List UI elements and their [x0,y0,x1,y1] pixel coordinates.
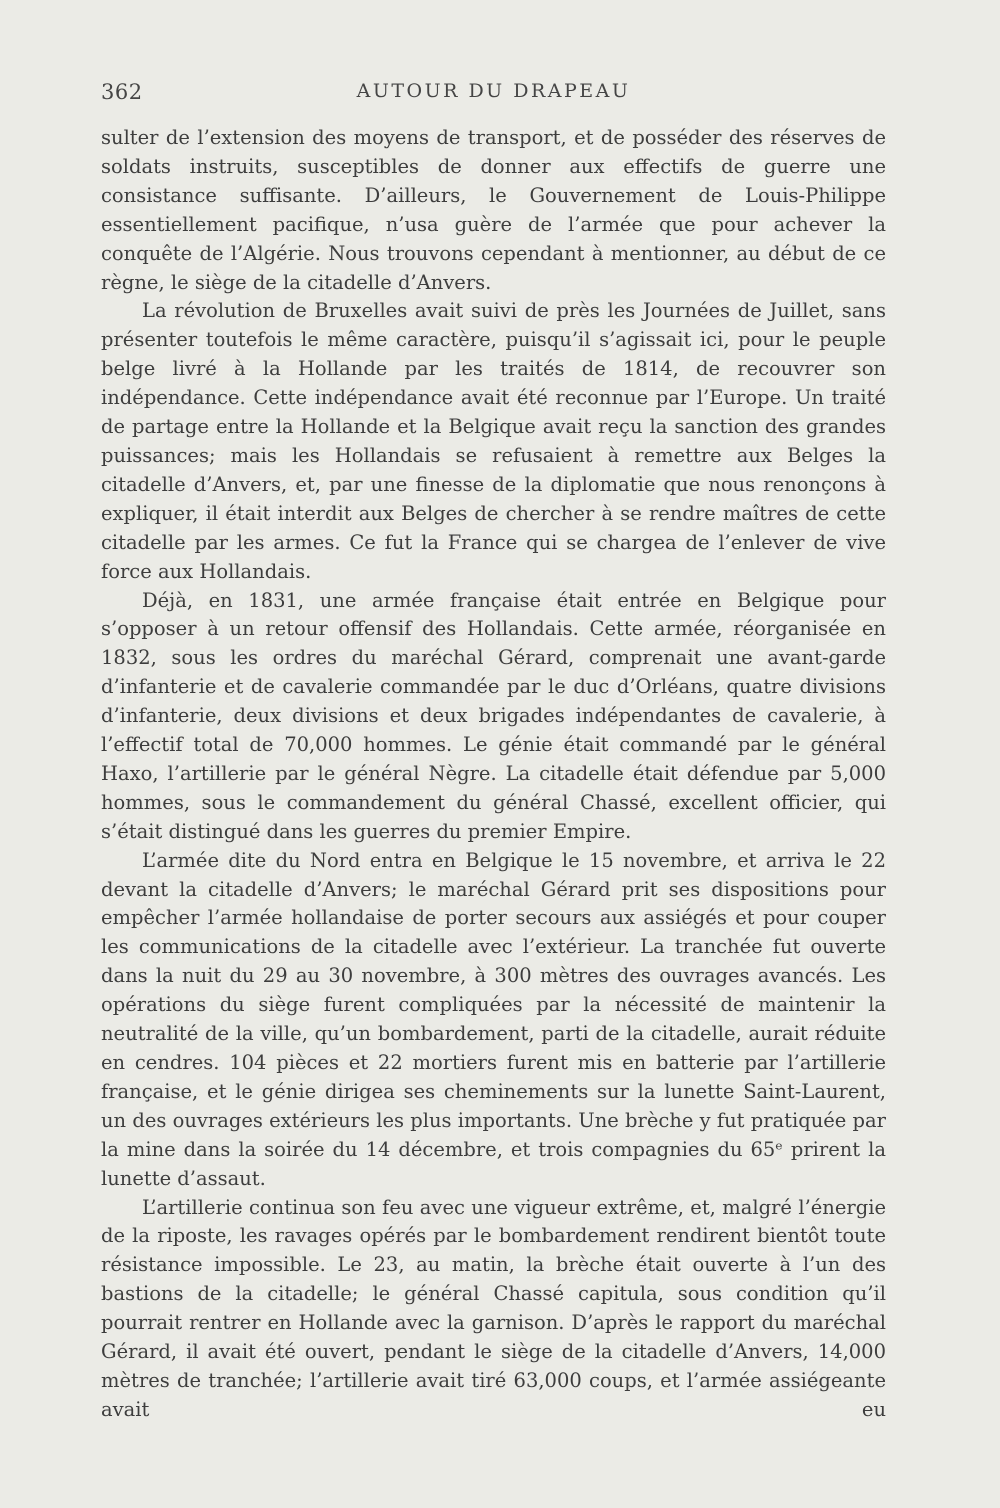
page-number: 362 [101,80,143,104]
body-text [101,124,886,1425]
running-title: AUTOUR DU DRAPEAU [356,80,631,102]
paragraph-4: L’armée dite du Nord entra en Belgique le 15 novembre, et arriva le 22 devant la citadelle d’Anvers; le maréchal Gérard prit ses dispositions pour empêcher l’armée hollandaise de porter secours aux assiégés et pour couper les communications de la citadelle avec l’extérieur. La tranchée fut ouverte dans la nuit du 29 au 30 novembre, à 300 mètres des ouvrages avancés. Les opérations du siège furent compliquées par la nécessité de maintenir la neutralité de la ville, qu’un bombardement, parti de la citadelle, aurait réduite en cendres. 104 pièces et 22 mortiers furent mis en batterie par l’artillerie française, et le génie dirigea ses cheminements sur la lunette Saint-Laurent, un des ouvrages extérieurs les plus importants. Une brèche y fut pratiquée par la mine dans la soirée du 14 décembre, et trois compagnies du 65ᵉ prirent la lunette d’assaut. [101,848,886,1190]
page-header [101,80,886,110]
paragraph-1: sulter de l’extension des moyens de transport, et de posséder des réserves de soldats instruits, susceptibles de donner aux effectifs de guerre une consistance suffisante. D’ailleurs, le Gouvernement de Louis-Philippe essentiellement pacifique, n’usa guère de l’armée que pour achever la conquête de l’Algérie. Nous trouvons cependant à mentionner, au début de ce règne, le siège de la citadelle d’Anvers. [101,126,886,294]
paragraph-3: Déjà, en 1831, une armée française était entrée en Belgique pour s’opposer à un retour offensif des Hollandais. Cette armée, réorganisée en 1832, sous les ordres du maréchal Gérard, comprenait une avant-garde d’infanterie et de cavalerie commandée par le duc d’Orléans, quatre divisions d’infanterie, deux divisions et deux brigades indépendantes de cavalerie, à l’effectif total de 70,000 hommes. Le génie était commandé par le général Haxo, l’artillerie par le général Nègre. La citadelle était défendue par 5,000 hommes, sous le commandement du général Chassé, excellent officier, qui s’était distingué dans les guerres du premier Empire. [101,588,886,843]
paragraph-2: La révolution de Bruxelles avait suivi de près les Journées de Juillet, sans présenter toutefois le même caractère, puisqu’il s’agissait ici, pour le peuple belge livré à la Hollande par les traités de 1814, de recouvrer son indépendance. Cette indépendance avait été reconnue par l’Europe. Un traité de partage entre la Hollande et la Belgique avait reçu la sanction des grandes puissances; mais les Hollandais se refusaient à remettre aux Belges la citadelle d’Anvers, et, par une finesse de la diplomatie que nous renonçons à expliquer, il était interdit aux Belges de chercher à se rendre maîtres de cette citadelle par les armes. Ce fut la France qui se chargea de l’enlever de vive force aux Hollandais. [101,299,886,583]
paragraph-5: L’artillerie continua son feu avec une vigueur extrême, et, malgré l’énergie de la riposte, les ravages opérés par le bombardement rendirent bientôt toute résistance impossible. Le 23, au matin, la brèche était ouverte à l’un des bastions de la citadelle; le général Chassé capitula, sous condition qu’il pourrait rentrer en Hollande avec la garnison. D’après le rapport du maréchal Gérard, il avait été ouvert, pendant le siège de la citadelle d’Anvers, 14,000 mètres de tranchée; l’artillerie avait tiré 63,000 coups, et l’armée assiégeante avait eu [101,1195,886,1421]
